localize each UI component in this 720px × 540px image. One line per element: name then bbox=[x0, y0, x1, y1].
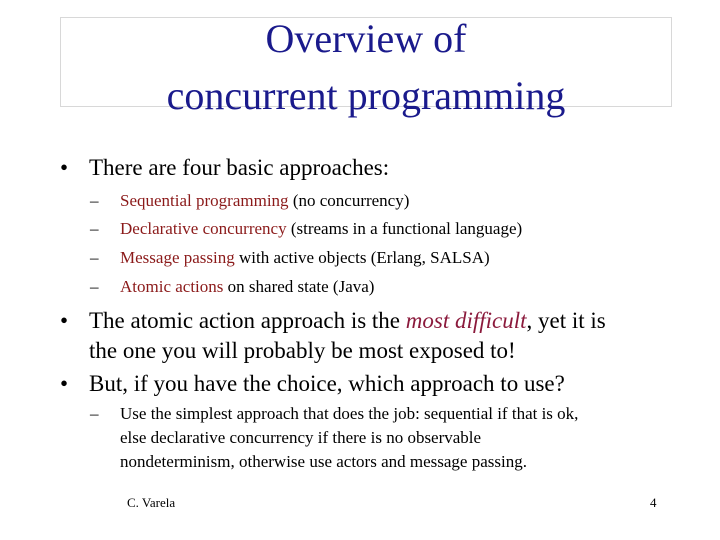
emphasis-text: most difficult bbox=[405, 308, 527, 333]
approach-name: Sequential programming bbox=[120, 191, 289, 210]
advice-line: Use the simplest approach that does the job: sequential if that is ok, bbox=[120, 404, 579, 423]
approach-description: (streams in a functional language) bbox=[286, 219, 523, 238]
approach-name: Atomic actions bbox=[120, 277, 224, 296]
bullet-text: But, if you have the choice, which approach to use? bbox=[89, 371, 565, 396]
bullet-text: the one you will probably be most exposed to! bbox=[89, 338, 516, 363]
footer-author: C. Varela bbox=[127, 495, 176, 510]
approach-name: Declarative concurrency bbox=[120, 219, 287, 238]
bullet-marker: • bbox=[60, 155, 69, 180]
bullet-marker: • bbox=[60, 371, 69, 396]
sub-bullet-marker: – bbox=[90, 248, 99, 267]
title-box bbox=[60, 16, 672, 118]
sub-bullet-marker: – bbox=[90, 191, 99, 210]
slide-title-line-2: concurrent programming bbox=[166, 73, 566, 118]
bullet-marker: • bbox=[60, 308, 69, 333]
page-number: 4 bbox=[650, 495, 657, 510]
bullet-text: The atomic action approach is the bbox=[89, 308, 406, 333]
sub-bullet-marker: – bbox=[90, 277, 99, 296]
bullet-text: There are four basic approaches: bbox=[89, 155, 390, 180]
approach-description: on shared state (Java) bbox=[223, 277, 375, 296]
advice-line: else declarative concurrency if there is no observable bbox=[120, 428, 482, 447]
approach-description: with active objects (Erlang, SALSA) bbox=[234, 248, 490, 267]
sub-bullet-marker: – bbox=[90, 404, 99, 423]
sub-bullet-marker: – bbox=[90, 219, 99, 238]
approach-name: Message passing bbox=[120, 248, 235, 267]
bullet-text: , yet it is bbox=[526, 308, 606, 333]
advice-line: nondeterminism, otherwise use actors and message passing. bbox=[120, 452, 527, 471]
approach-description: (no concurrency) bbox=[288, 191, 410, 210]
slide-title-line-1: Overview of bbox=[265, 16, 467, 61]
